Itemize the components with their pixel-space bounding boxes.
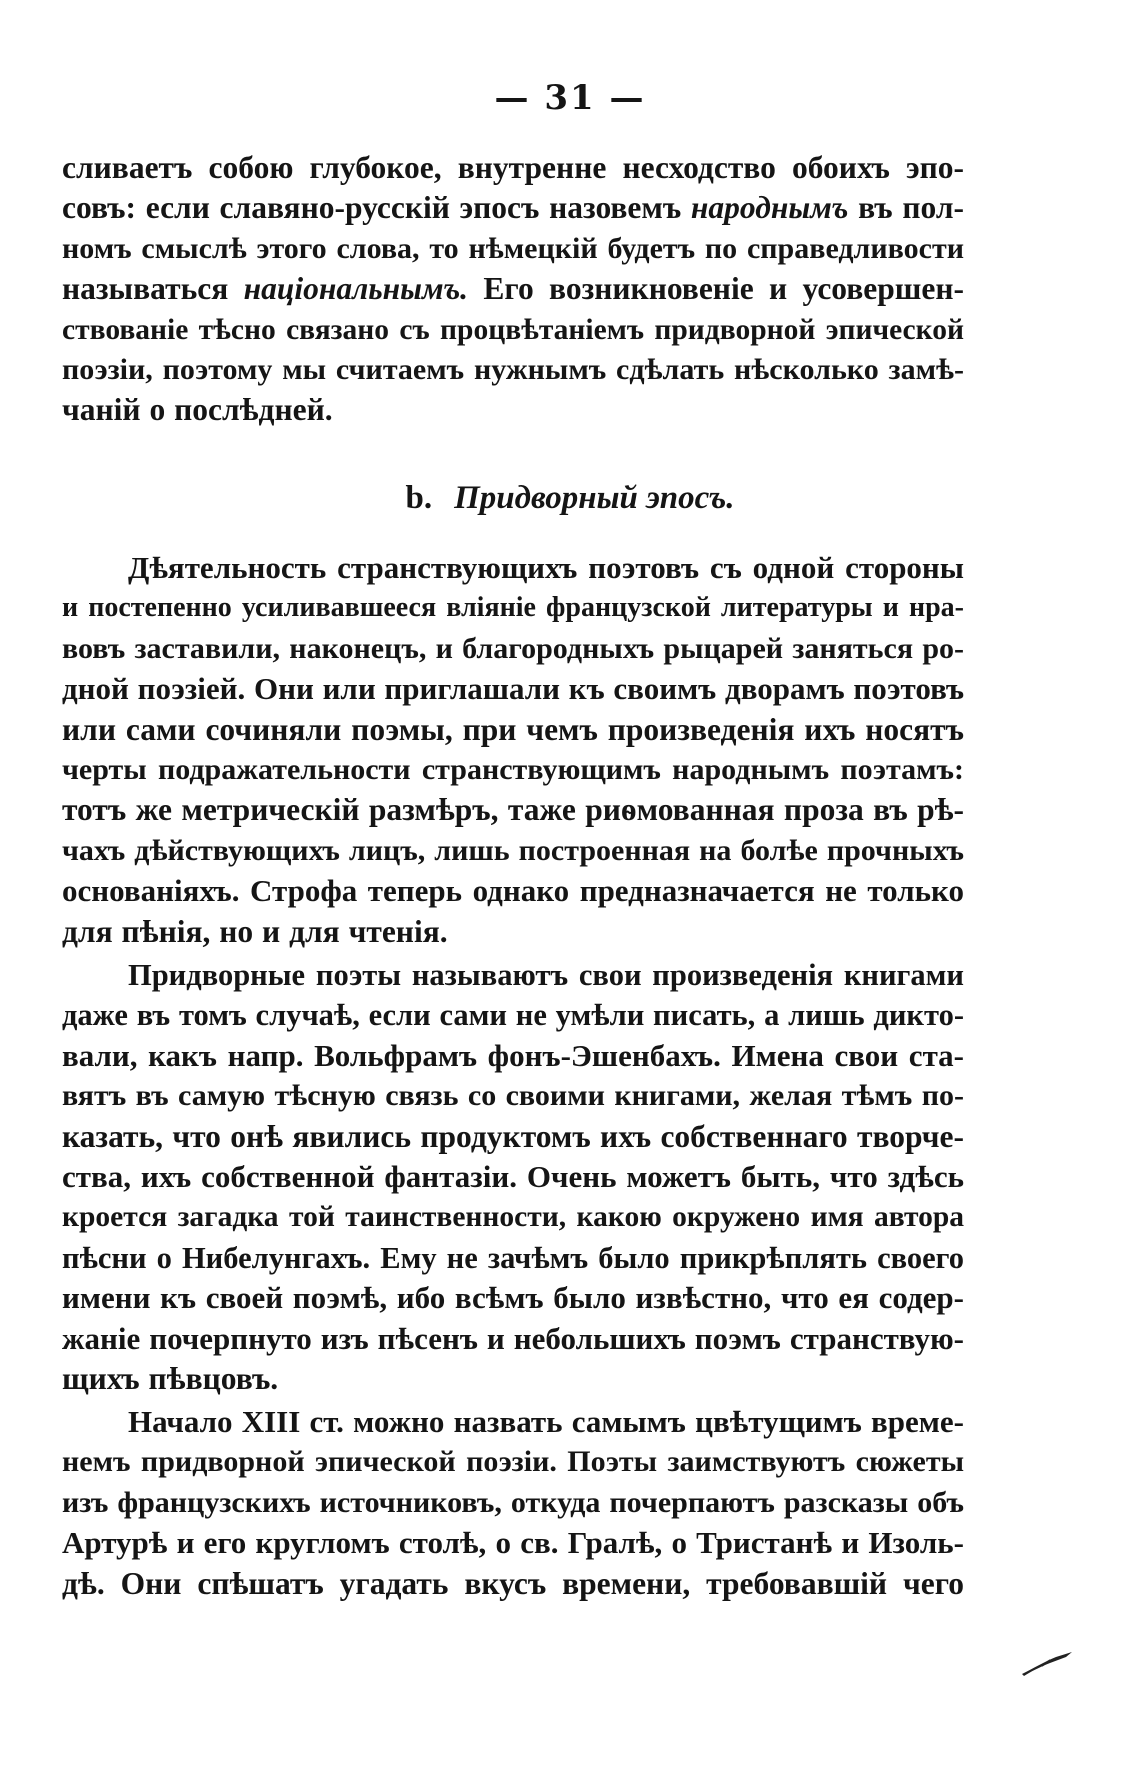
text-line: ствованіе тѣсно связано съ процвѣтаніемъ придворной эпической xyxy=(62,313,964,346)
text-line: дѣ. Они спѣшатъ угадать вкусъ времени, требовавшій чего xyxy=(62,1565,964,1601)
text-line: вовъ заставили, наконецъ, и благородныхъ рыцарей заняться ро- xyxy=(62,631,964,665)
intro-paragraph xyxy=(62,148,964,431)
text-line: чахъ дѣйствующихъ лицъ, лишь построенная на болѣе прочныхъ xyxy=(62,833,964,867)
text-line: называться національнымъ. Его возникновеніе и усовершен- xyxy=(62,271,964,307)
text-line: немъ придворной эпической поэзіи. Поэты заимствуютъ сюжеты xyxy=(62,1445,964,1479)
text-line: щихъ пѣвцовъ. xyxy=(62,1361,279,1397)
text-line: Придворные поэты называютъ свои произведенія книгами xyxy=(128,958,964,992)
text-line: или сами сочиняли поэмы, при чемъ произведенія ихъ носятъ xyxy=(62,711,964,747)
paragraph-3 xyxy=(62,1402,964,1604)
section-letter: b. xyxy=(405,480,433,516)
pen-mark-icon xyxy=(1020,1648,1080,1678)
text-line: сливаетъ собою глубокое, внутренне несходство обоихъ эпо- xyxy=(62,150,964,185)
page-number: — 31 — xyxy=(494,78,646,118)
text-line: ства, ихъ собственной фантазіи. Очень можетъ быть, что здѣсь xyxy=(62,1159,964,1195)
text-line: основаніяхъ. Строфа теперь однако предназначается не только xyxy=(62,873,964,909)
section-title: Придворный эпосъ. xyxy=(454,480,735,516)
text-line: имени къ своей поэмѣ, ибо всѣмъ было извѣстно, что ея содер- xyxy=(62,1280,964,1316)
text-line: Артурѣ и его кругломъ столѣ, о св. Гралѣ, о Тристанѣ и Изоль- xyxy=(62,1525,964,1561)
text-line: чаній о послѣдней. xyxy=(62,392,333,428)
text-line: поэзіи, поэтому мы считаемъ нужнымъ сдѣлать нѣсколько замѣ- xyxy=(62,353,964,387)
emphasis-term: національнымъ. xyxy=(243,271,469,307)
text-line: пѣсни о Нибелунгахъ. Ему не зачѣмъ было прикрѣплять своего xyxy=(62,1240,964,1275)
text-line: Начало XIII ст. можно назвать самымъ цвѣтущимъ време- xyxy=(128,1404,964,1439)
text-line: вятъ въ самую тѣсную связь со своими книгами, желая тѣмъ по- xyxy=(62,1079,964,1113)
text-line: даже въ томъ случаѣ, если сами не умѣли писать, а лишь дикто- xyxy=(62,998,964,1033)
emphasis-term: народнымъ xyxy=(690,190,849,226)
section-heading xyxy=(0,480,1140,517)
text-line: и постепенно усиливавшееся вліяніе французской литературы и нра- xyxy=(62,592,964,624)
text-line: совъ: если славяно-русскій эпосъ назовемъ народнымъ въ пол- xyxy=(62,190,964,226)
text-line: казать, что онѣ явились продуктомъ ихъ собственнаго творче- xyxy=(62,1118,964,1154)
text-line: номъ смыслѣ этого слова, то нѣмецкій будетъ по справедливости xyxy=(62,231,964,265)
text-line: кроется загадка той таинственности, какою окружено имя автора xyxy=(62,1201,964,1234)
paragraph-2 xyxy=(62,955,964,1399)
text-line: черты подражательности странствующимъ народнымъ поэтамъ: xyxy=(62,753,964,787)
paragraph-1 xyxy=(62,548,964,952)
text-line: тотъ же метрическій размѣръ, таже риѳмованная проза въ рѣ- xyxy=(62,792,964,828)
text-line: для пѣнія, но и для чтенія. xyxy=(62,913,448,949)
text-line: вали, какъ напр. Вольфрамъ фонъ-Эшенбахъ. Имена свои ста- xyxy=(62,1037,964,1073)
text-line: изъ французскихъ источниковъ, откуда почерпаютъ разсказы объ xyxy=(62,1485,964,1519)
text-line: жаніе почерпнуто изъ пѣсенъ и небольшихъ поэмъ странствую- xyxy=(62,1320,964,1356)
text-line: Дѣятельность странствующихъ поэтовъ съ одной стороны xyxy=(128,550,964,585)
text-line: дной поэзіей. Они или приглашали къ своимъ дворамъ поэтовъ xyxy=(62,671,965,707)
